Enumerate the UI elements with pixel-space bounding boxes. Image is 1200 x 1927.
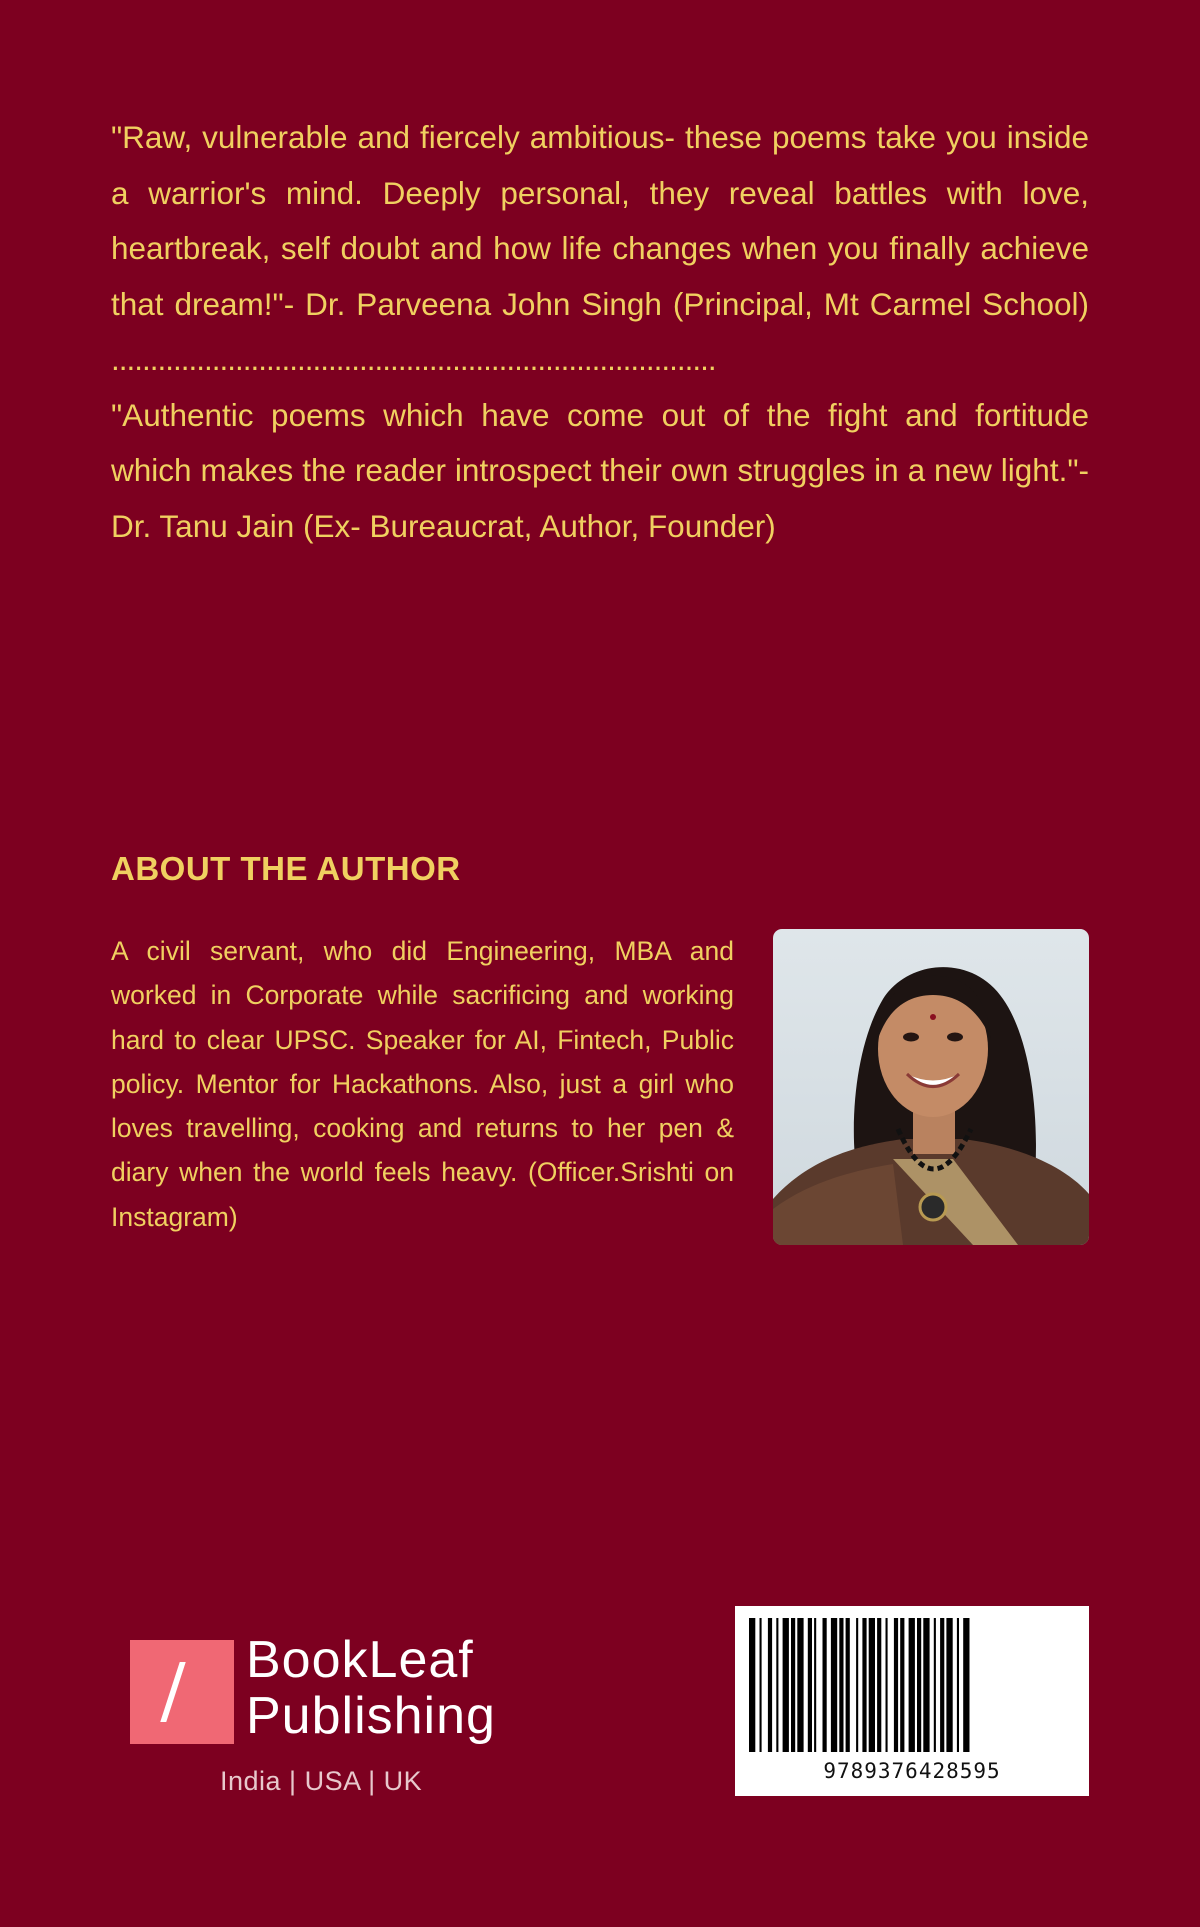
publisher-regions: India | USA | UK (220, 1766, 423, 1796)
author-portrait-image (773, 929, 1089, 1245)
slash-icon (160, 1662, 185, 1722)
endorsements (111, 110, 1089, 554)
publisher-name-line-2: Publishing (246, 1687, 496, 1745)
quote-separator: .............................................................................. (111, 341, 716, 377)
quote-1-text: "Raw, vulnerable and fiercely ambitious- these poems take you inside a warrior's mind. Deeply personal, they reveal battles with love, heartbreak, self doubt and how life changes when you finally achieve that dream!"- Dr. Parveena John Singh (Principal, Mt Carmel School) (111, 119, 1089, 322)
isbn-barcode (735, 1606, 1089, 1796)
endorsement-quote-1 (111, 110, 1089, 388)
endorsement-quote-2: "Authentic poems which have come out of the fight and fortitude which makes the reader introspect their own struggles in a new light."- Dr. Tanu Jain (Ex- Bureaucrat, Author, Founder) (111, 396, 1089, 544)
about-author-heading: ABOUT THE AUTHOR (111, 850, 461, 887)
author-bio: A civil servant, who did Engineering, MBA and worked in Corporate while sacrificing and working hard to clear UPSC. Speaker for AI, Fintech, Public policy. Mentor for Hackathons. Also, just a girl who loves travelling, cooking and returns to her pen & diary when the world feels heavy. (Officer.Srishti on Instagram) (111, 936, 734, 1232)
publisher-name-line-1: BookLeaf (246, 1631, 474, 1689)
author-photo (773, 929, 1089, 1245)
publisher-logo (130, 1631, 510, 1798)
isbn-number: 9789376428595 (823, 1759, 1001, 1783)
publisher-logo-mark (130, 1640, 234, 1744)
barcode-bars-icon (749, 1618, 1075, 1752)
